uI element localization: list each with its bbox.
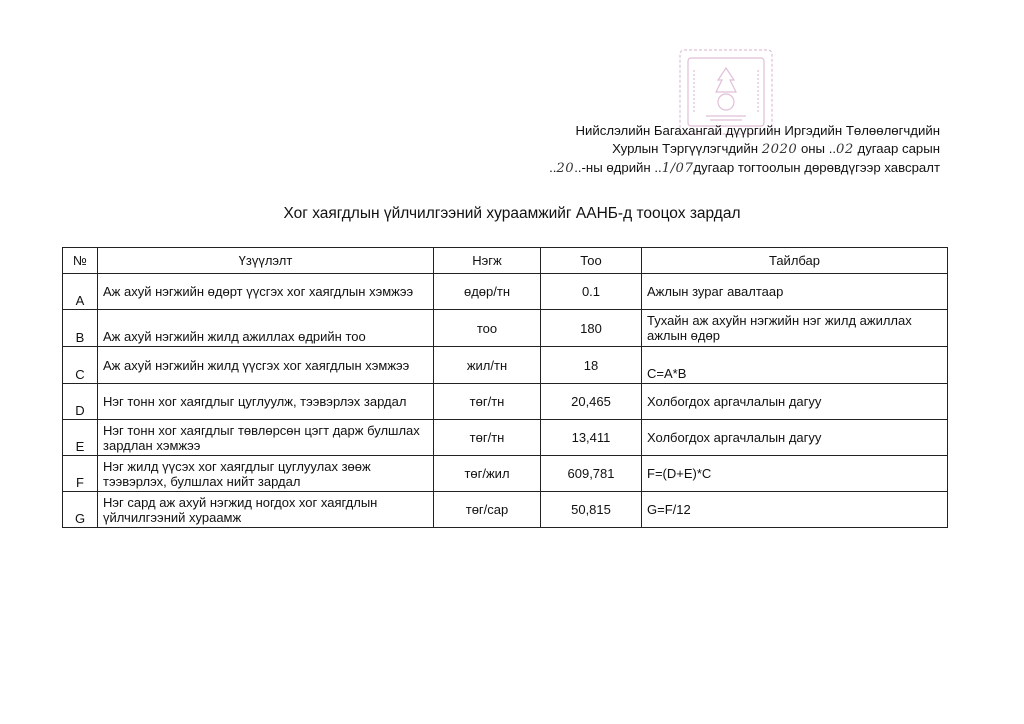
- header-line-3-mid: -ны өдрийн: [581, 160, 651, 175]
- row-indicator: Нэг тонн хог хаягдлыг төвлөрсөн цэгт дарж булшлах зардлан хэмжээ: [98, 420, 434, 456]
- row-value: 50,815: [541, 492, 642, 528]
- table-row: [63, 420, 948, 456]
- row-indicator: Аж ахуй нэгжийн жилд ажиллах өдрийн тоо: [98, 310, 434, 347]
- row-value: 18: [541, 347, 642, 384]
- row-note: Тухайн аж ахуйн нэгжийн нэг жилд ажиллах ажлын өдөр: [642, 310, 948, 347]
- row-indicator: Аж ахуй нэгжийн жилд үүсгэх хог хаягдлын хэмжээ: [98, 347, 434, 384]
- header-no: №: [63, 248, 98, 274]
- row-id: E: [63, 420, 98, 456]
- handwritten-day: 20: [556, 161, 575, 176]
- table-row: [63, 347, 948, 384]
- header-line-2: Хурлын Тэргүүлэгчдийн 2020 оны ..02 дугаар сарын: [612, 141, 940, 157]
- header-line-3: ..20..-ны өдрийн ..1/07дугаар тогтоолын дөрөвдүгээр хавсралт: [549, 160, 940, 176]
- appendix-header-note: [520, 122, 940, 178]
- table-header-row: [63, 248, 948, 274]
- row-value: 13,411: [541, 420, 642, 456]
- handwritten-year: 2020: [761, 142, 798, 157]
- row-note: Холбогдох аргачлалын дагуу: [642, 384, 948, 420]
- document-title: Хог хаягдлын үйлчилгээний хураамжийг ААНБ-д тооцох зардал: [283, 205, 741, 222]
- header-value: Тоо: [541, 248, 642, 274]
- row-unit: төг/тн: [434, 384, 541, 420]
- row-id: C: [63, 347, 98, 384]
- row-value: 609,781: [541, 456, 642, 492]
- row-id: G: [63, 492, 98, 528]
- row-indicator: Аж ахуй нэгжийн өдөрт үүсгэх хог хаягдлын хэмжээ: [98, 274, 434, 310]
- header-line-2-pre: Хурлын Тэргүүлэгчдийн: [612, 141, 759, 156]
- row-value: 20,465: [541, 384, 642, 420]
- row-note: Холбогдох аргачлалын дагуу: [642, 420, 948, 456]
- header-line-2-mid: оны: [800, 141, 826, 156]
- row-unit: тоо: [434, 310, 541, 347]
- row-note: Ажлын зураг авалтаар: [642, 274, 948, 310]
- header-line-2-post: дугаар сарын: [857, 141, 940, 156]
- handwritten-month: 02: [836, 142, 854, 157]
- table-row: [63, 492, 948, 528]
- handwritten-number: 1/07: [661, 161, 694, 176]
- table-row: [63, 384, 948, 420]
- row-note: C=A*B: [642, 347, 948, 384]
- header-note: Тайлбар: [642, 248, 948, 274]
- table-row: [63, 274, 948, 310]
- row-id: D: [63, 384, 98, 420]
- fee-calculation-table: [62, 247, 948, 528]
- row-indicator: Нэг сард аж ахуй нэгжид ногдох хог хаягдлын үйлчилгээний хураамж: [98, 492, 434, 528]
- row-unit: жил/тн: [434, 347, 541, 384]
- header-unit: Нэгж: [434, 248, 541, 274]
- row-indicator: Нэг тонн хог хаягдлыг цуглуулж, тээвэрлэх зардал: [98, 384, 434, 420]
- row-note: F=(D+E)*C: [642, 456, 948, 492]
- row-unit: төг/сар: [434, 492, 541, 528]
- row-id: B: [63, 310, 98, 347]
- row-unit: өдөр/тн: [434, 274, 541, 310]
- row-id: A: [63, 274, 98, 310]
- row-value: 180: [541, 310, 642, 347]
- table-row: [63, 310, 948, 347]
- row-note: G=F/12: [642, 492, 948, 528]
- row-indicator: Нэг жилд үүсэх хог хаягдлыг цуглуулах зөөж тээвэрлэх, булшлах нийт зардал: [98, 456, 434, 492]
- header-indicator: Үзүүлэлт: [98, 248, 434, 274]
- row-unit: төг/тн: [434, 420, 541, 456]
- header-line-1: Нийслэлийн Багахангай дүүргийн Иргэдийн Төлөөлөгчдийн: [575, 123, 940, 138]
- table-row: [63, 456, 948, 492]
- row-value: 0.1: [541, 274, 642, 310]
- row-id: F: [63, 456, 98, 492]
- header-line-3-post: дугаар тогтоолын дөрөвдүгээр хавсралт: [693, 160, 940, 175]
- row-unit: төг/жил: [434, 456, 541, 492]
